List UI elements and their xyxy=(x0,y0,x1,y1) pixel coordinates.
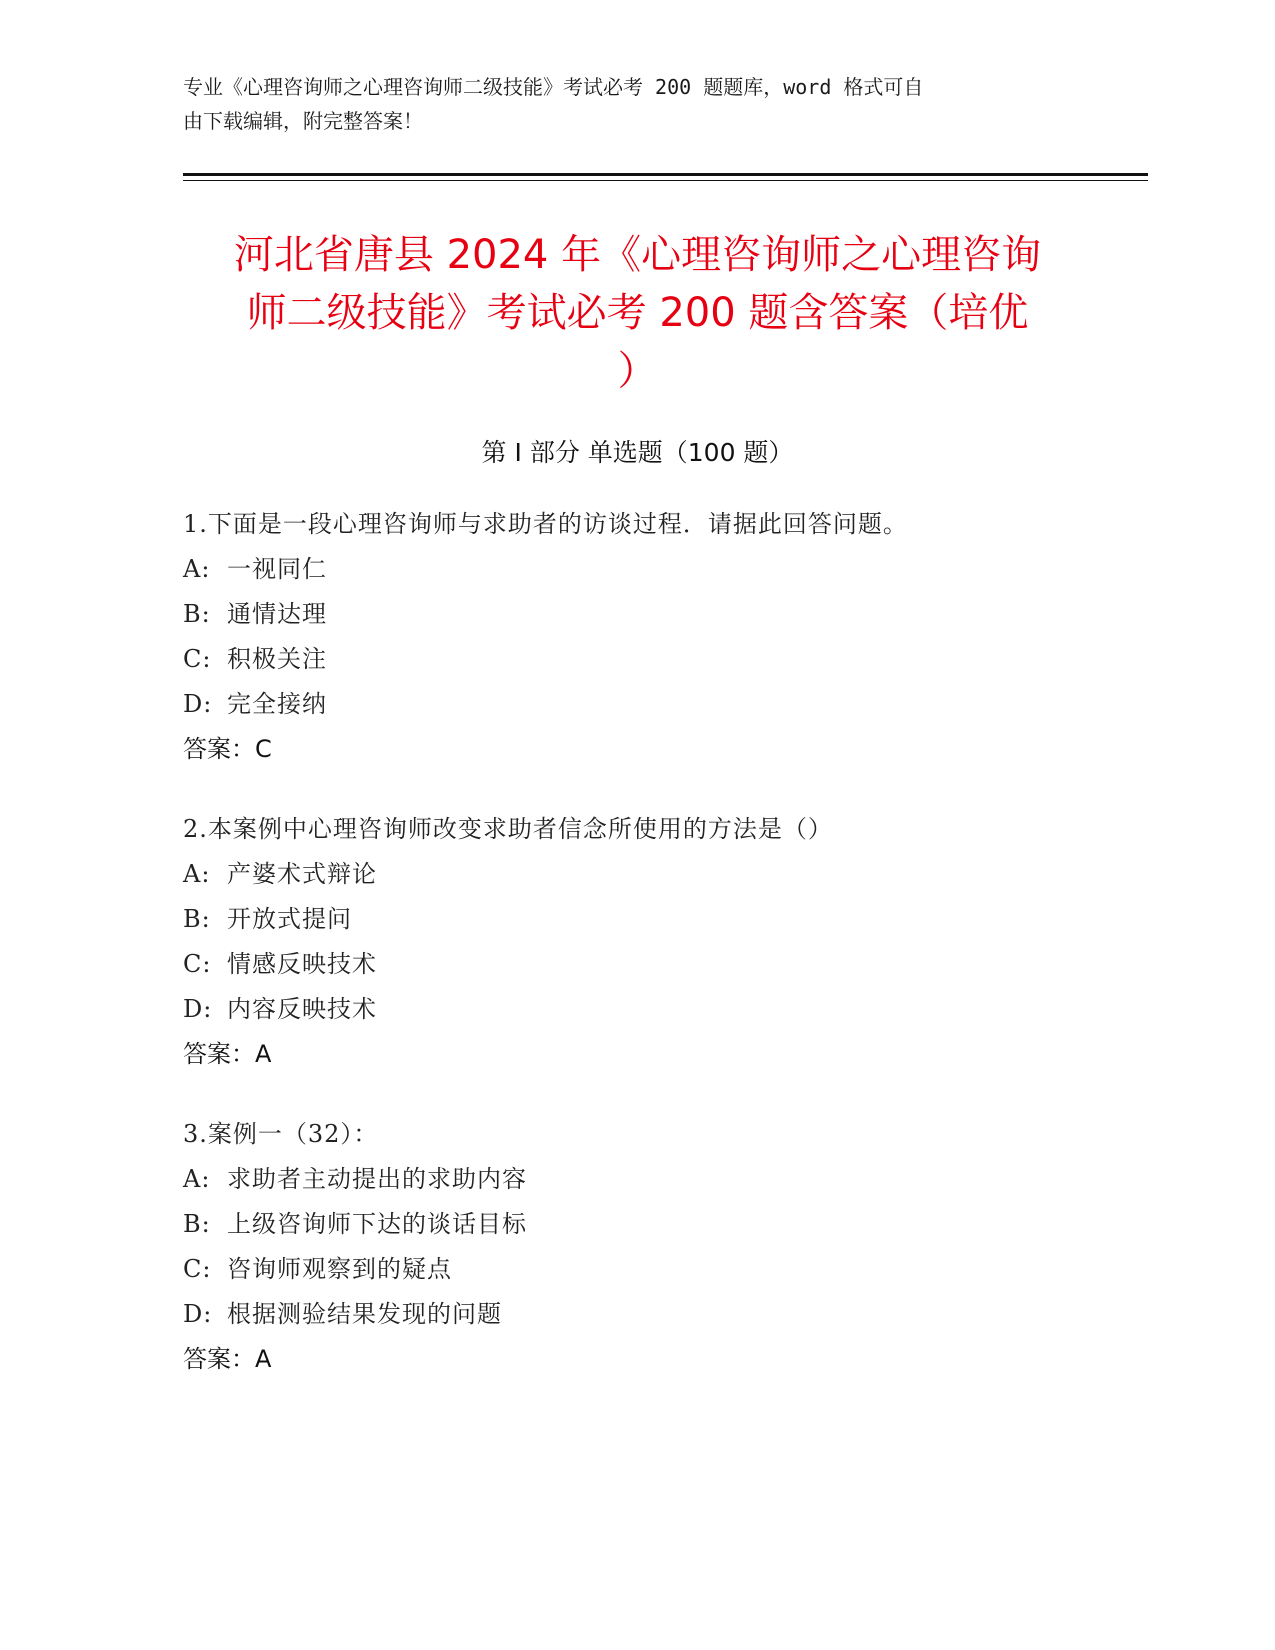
option-letter: A: xyxy=(183,1165,211,1193)
option-letter: C: xyxy=(183,950,212,978)
option-letter: D: xyxy=(183,995,213,1023)
header-note-line-1: 专业《心理咨询师之心理咨询师二级技能》考试必考 200 题题库，word 格式可自 xyxy=(183,75,924,99)
title-line-3: ） xyxy=(617,348,658,394)
title-line-1: 河北省唐县 2024 年《心理咨询师之心理咨询 xyxy=(233,232,1042,278)
option-text: 完全接纳 xyxy=(227,690,327,718)
answer-line: 答案：A xyxy=(183,1345,272,1373)
option-text: 根据测验结果发现的问题 xyxy=(227,1300,502,1328)
option-d xyxy=(183,682,1083,727)
option-d xyxy=(183,987,1083,1032)
option-letter: A: xyxy=(183,860,211,888)
title-line-2: 师二级技能》考试必考 200 题含答案（培优 xyxy=(246,290,1029,336)
option-letter: C: xyxy=(183,1255,212,1283)
header-note-line-2: 由下载编辑，附完整答案！ xyxy=(183,109,423,133)
option-c xyxy=(183,1247,1083,1292)
option-text: 内容反映技术 xyxy=(227,995,377,1023)
question-3 xyxy=(183,1112,1083,1382)
option-c xyxy=(183,637,1083,682)
question-stem: 1.下面是一段心理咨询师与求助者的访谈过程．请据此回答问题。 xyxy=(183,510,908,538)
question-stem: 3.案例一（32）： xyxy=(183,1120,379,1148)
option-d xyxy=(183,1292,1083,1337)
option-b xyxy=(183,592,1083,637)
option-b xyxy=(183,1202,1083,1247)
question-1 xyxy=(183,502,1083,772)
answer-line: 答案：C xyxy=(183,735,272,763)
option-text: 咨询师观察到的疑点 xyxy=(227,1255,452,1283)
question-stem: 2.本案例中心理咨询师改变求助者信念所使用的方法是（） xyxy=(183,815,833,843)
option-b xyxy=(183,897,1083,942)
option-text: 通情达理 xyxy=(227,600,327,628)
option-a xyxy=(183,547,1083,592)
header-note xyxy=(183,70,1063,138)
option-letter: C: xyxy=(183,645,212,673)
option-text: 情感反映技术 xyxy=(227,950,377,978)
option-letter: D: xyxy=(183,1300,213,1328)
option-letter: B: xyxy=(183,1210,211,1238)
option-c xyxy=(183,942,1083,987)
option-a xyxy=(183,852,1083,897)
option-letter: D: xyxy=(183,690,213,718)
header-divider-thick xyxy=(183,173,1148,176)
option-letter: B: xyxy=(183,600,211,628)
document-title xyxy=(160,226,1115,400)
option-letter: A: xyxy=(183,555,211,583)
option-text: 产婆术式辩论 xyxy=(227,860,377,888)
option-text: 积极关注 xyxy=(227,645,327,673)
header-divider-thin xyxy=(183,180,1148,181)
question-2 xyxy=(183,807,1083,1077)
option-text: 开放式提问 xyxy=(227,905,352,933)
section-heading: 第 I 部分 单选题（100 题） xyxy=(481,438,794,467)
answer-line: 答案：A xyxy=(183,1040,272,1068)
option-letter: B: xyxy=(183,905,211,933)
option-a xyxy=(183,1157,1083,1202)
option-text: 一视同仁 xyxy=(227,555,327,583)
option-text: 上级咨询师下达的谈话目标 xyxy=(227,1210,527,1238)
option-text: 求助者主动提出的求助内容 xyxy=(227,1165,527,1193)
